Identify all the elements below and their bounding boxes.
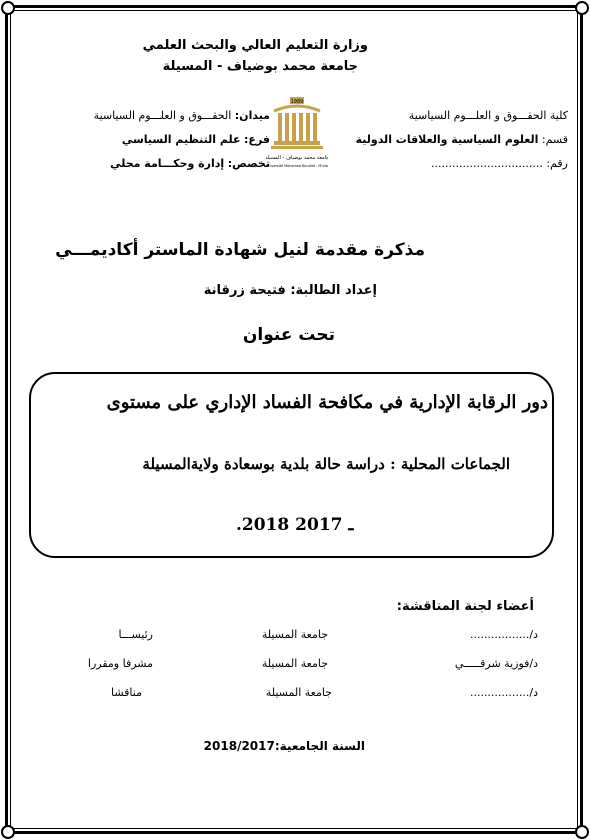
university-emblem-icon bbox=[266, 95, 328, 179]
committee-member-university: جامعة المسيلة bbox=[265, 686, 332, 699]
committee-member-name: د/................. bbox=[469, 628, 538, 641]
committee-member-name: د/................. bbox=[469, 686, 538, 699]
committee-member-name: د/فوزية شرقـــــي bbox=[454, 657, 538, 670]
committee-member-role: مناقشا bbox=[111, 686, 142, 699]
specialty-value: إدارة وحكـــامة محلي bbox=[110, 157, 225, 170]
specialty-line bbox=[110, 157, 270, 170]
university-logo bbox=[266, 95, 328, 179]
department-line bbox=[356, 133, 568, 146]
branch-value: علم التنظيم السياسي bbox=[121, 133, 241, 146]
thesis-title-line1: دور الرقابة الإدارية في مكافحة الفساد الإداري على مستوى bbox=[106, 392, 548, 413]
faculty-name: كلية الحقـــوق و العلـــوم السياسية bbox=[408, 109, 568, 122]
logo-caption-fr: Université Mohamed Boudiaf - M'sila bbox=[266, 164, 328, 168]
number-value: ................................ bbox=[431, 157, 543, 170]
logo-caption-ar: جامعة محمد بوضياف - المسيلة bbox=[266, 155, 328, 161]
under-title: تحت عنوان bbox=[242, 325, 335, 345]
academic-year: السنة الجامعية:2018/2017 bbox=[203, 739, 365, 753]
department-label: قسم: bbox=[541, 133, 568, 146]
number-line bbox=[431, 157, 568, 170]
student-name: إعداد الطالبة: فتيحة زرقانة bbox=[203, 283, 377, 298]
field-label: ميدان: bbox=[234, 109, 270, 122]
ministry-name: وزارة التعليم العالي والبحث العلمي bbox=[142, 38, 368, 53]
field-line bbox=[94, 109, 270, 122]
corner-ornament bbox=[1, 825, 15, 839]
department-value: العلوم السياسية والعلاقات الدولية bbox=[355, 133, 539, 146]
branch-label: فرع: bbox=[244, 133, 270, 146]
thesis-title-line2: الجماعات المحلية : دراسة حالة بلدية بوسعادة ولايةالمسيلة bbox=[142, 455, 510, 473]
committee-member-role: مشرفا ومقررا bbox=[87, 657, 153, 670]
corner-ornament bbox=[575, 825, 589, 839]
corner-ornament bbox=[1, 1, 15, 15]
thesis-years: .2018 ـ 2017 bbox=[236, 515, 354, 535]
branch-line bbox=[122, 133, 270, 146]
university-name: جامعة محمد بوضياف - المسيلة bbox=[162, 59, 358, 74]
logo-year: 1989 bbox=[290, 99, 304, 105]
committee-member-university: جامعة المسيلة bbox=[261, 657, 328, 670]
specialty-label: تخصص: bbox=[227, 157, 270, 170]
committee-heading: أعضاء لجنة المناقشة: bbox=[396, 599, 534, 614]
memo-title: مذكرة مقدمة لنيل شهادة الماستر أكاديمـــي bbox=[55, 240, 425, 260]
corner-ornament bbox=[575, 1, 589, 15]
committee-member-university: جامعة المسيلة bbox=[261, 628, 328, 641]
number-label: رقم: bbox=[546, 157, 568, 170]
field-value: الحقـــوق و العلـــوم السياسية bbox=[93, 109, 232, 122]
committee-member-role: رئيســـا bbox=[118, 628, 153, 641]
